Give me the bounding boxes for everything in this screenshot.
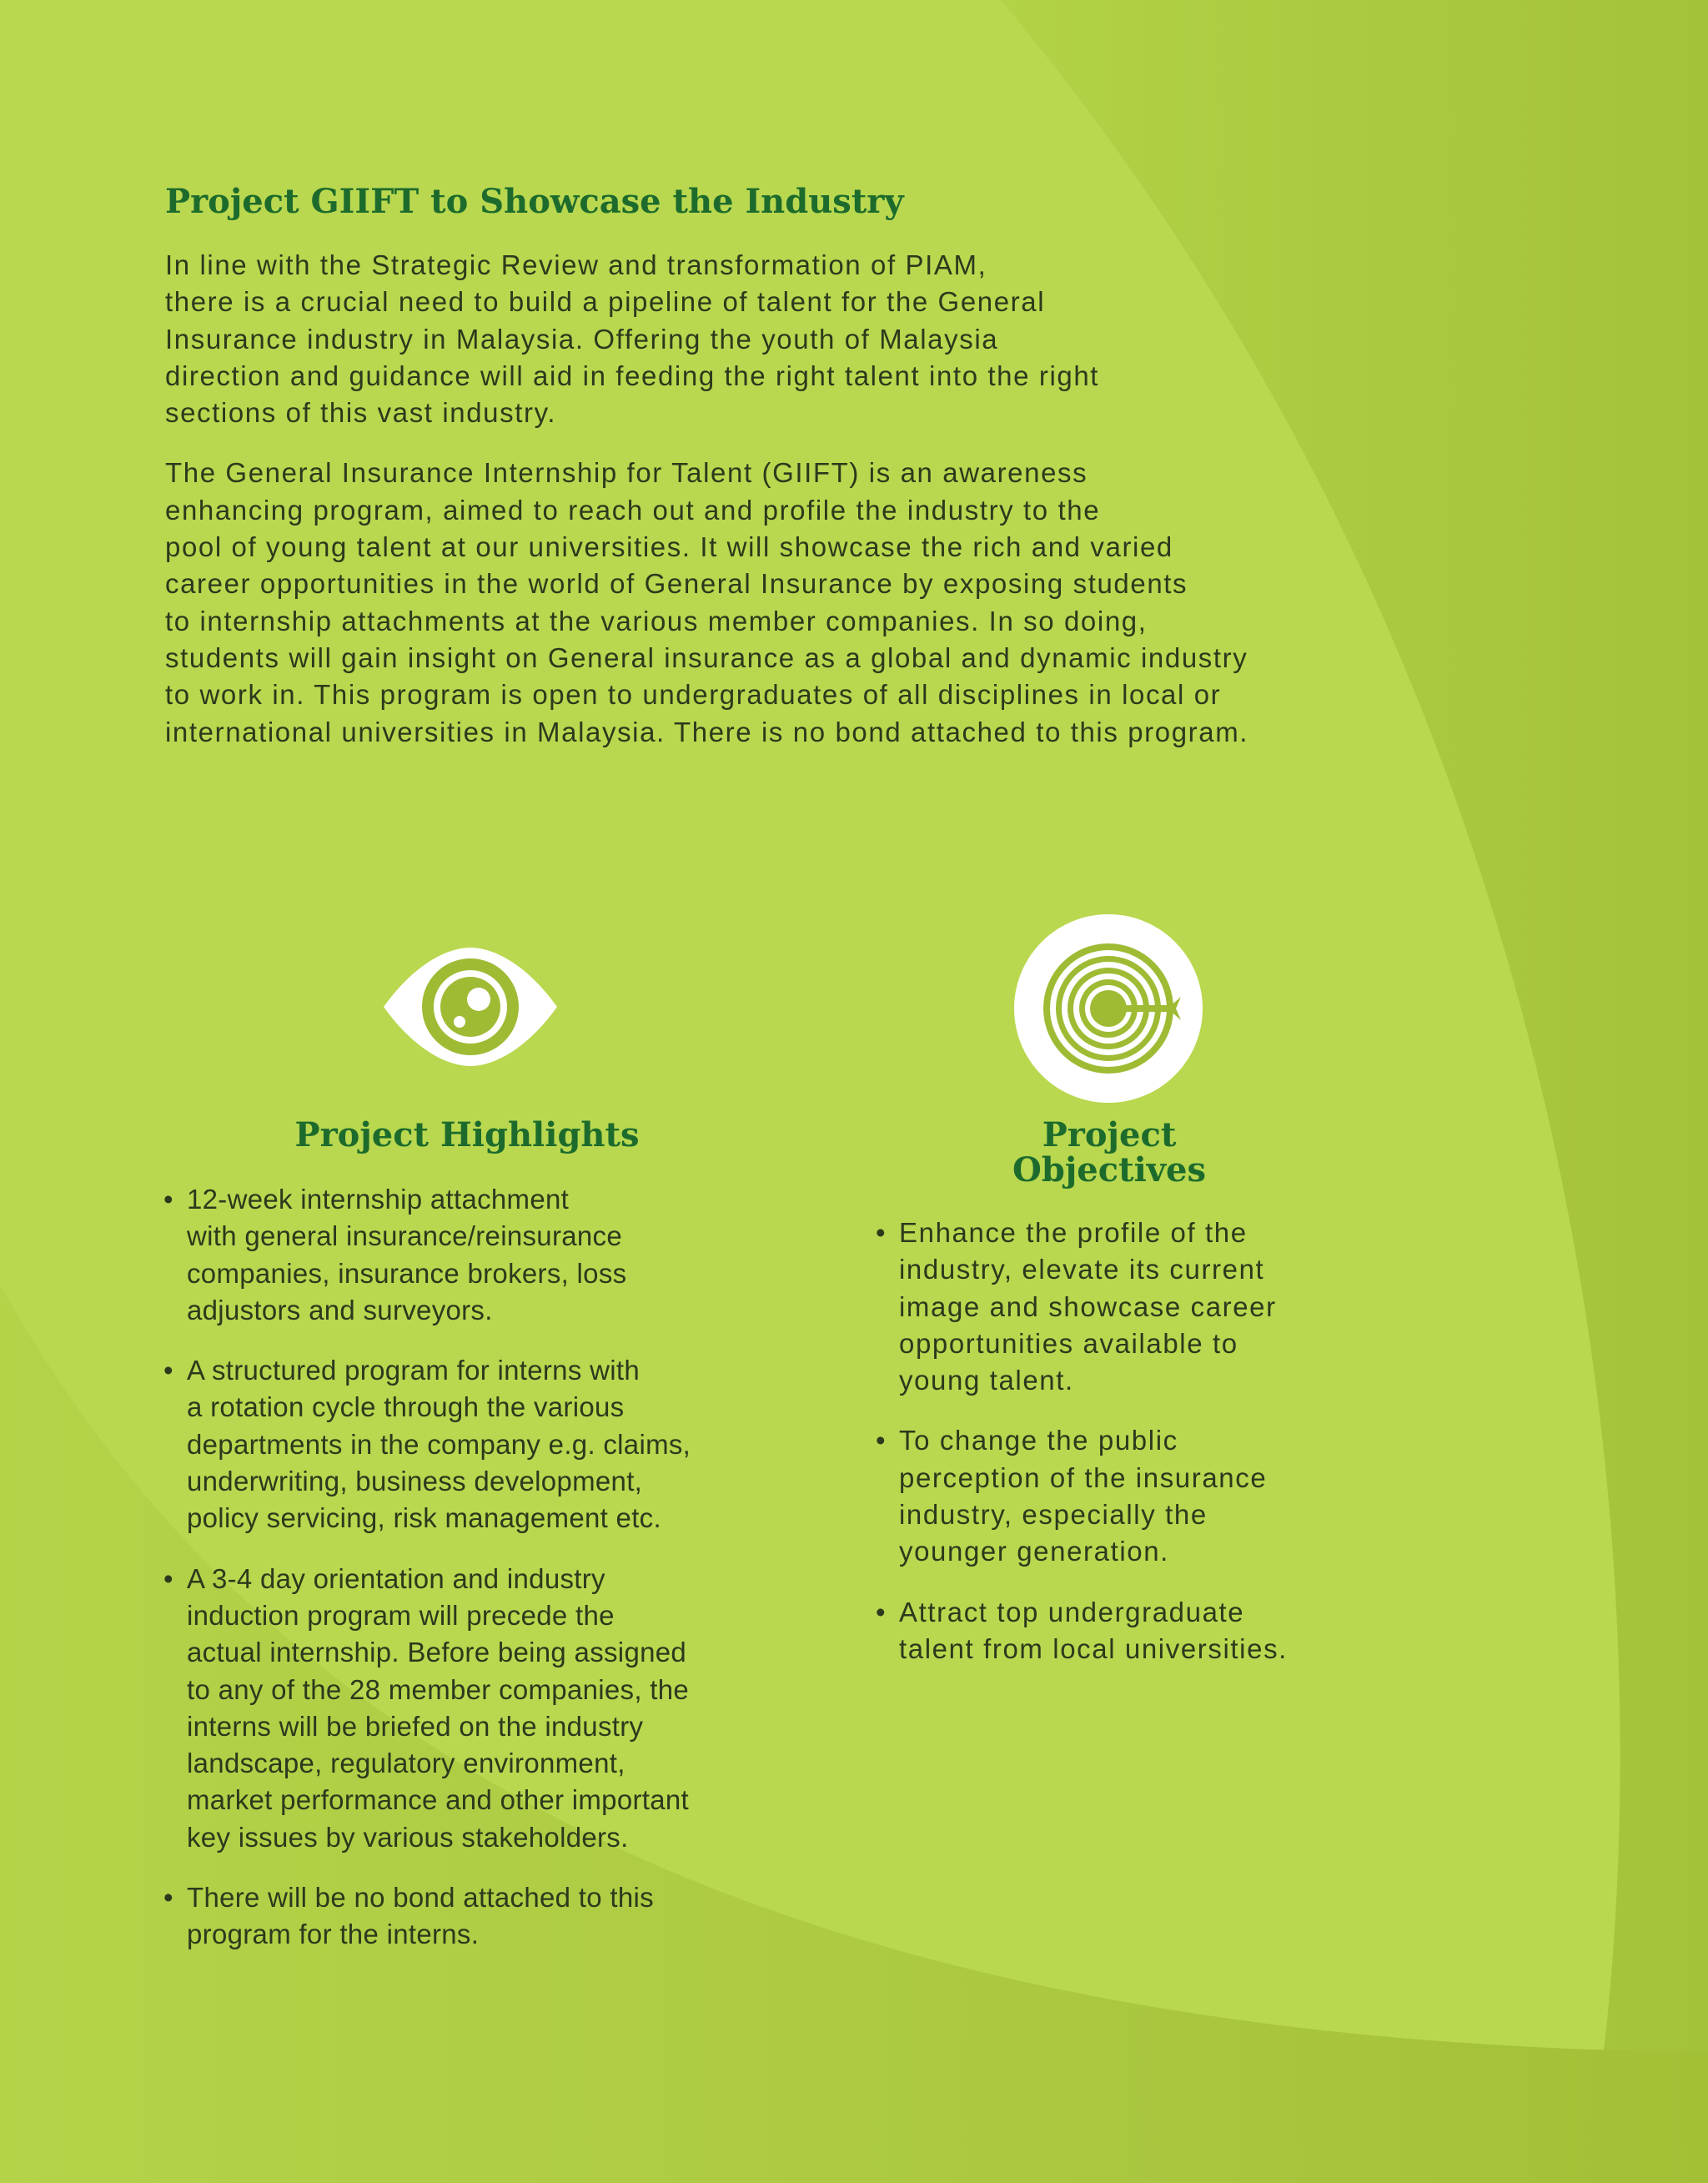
- list-item: • There will be no bond attached to this program for the interns.: [163, 1882, 654, 1950]
- list-item: • To change the public perception of the insurance industry, especially the younger generation.: [876, 1425, 1268, 1567]
- list-item: • A 3-4 day orientation and industry induction program will precede the actual internship. Before being assigned to any of the 28 member companies, the interns will be briefed on the industry landscape, regulatory environment, market performance and other important key issues by various stakeholders.: [163, 1562, 690, 1853]
- intro-paragraph-2: The General Insurance Internship for Talent (GIIFT) is an awareness enhancing program, aimed to reach out and profile the industry to the pool of young talent at our universities. It will showcase the rich and varied career opportunities in the world of General Insurance by exposing students to internship attachments at the various member companies. In so doing, students will gain insight on General insurance as a global and dynamic industry to work in. This program is open to undergraduates of all disciplines in local or international universities in Malaysia. There is no bond attached to this program.: [165, 457, 1249, 747]
- list-item: • 12-week internship attachment with general insurance/reinsurance companies, insurance brokers, loss adjustors and surveyors.: [163, 1184, 627, 1325]
- list-item: • Attract top undergraduate talent from local universities.: [876, 1596, 1288, 1664]
- list-item: • Enhance the profile of the industry, elevate its current image and showcase career opportunities available to young talent.: [876, 1217, 1277, 1396]
- objectives-title: Project Objectives: [1012, 1115, 1206, 1190]
- highlights-list: [163, 1181, 797, 1977]
- highlights-title: Project Highlights: [294, 1115, 640, 1154]
- intro-paragraph-1: In line with the Strategic Review and transformation of PIAM, there is a crucial need to build a pipeline of talent for the General Insurance industry in Malaysia. Offering the youth of Malaysia direction and guidance will aid in feeding the right talent into the right sections of this vast industry.: [165, 249, 1100, 429]
- objectives-list: [876, 1215, 1376, 1691]
- page-title: Project GIIFT to Showcase the Industry: [165, 182, 904, 221]
- eye-icon: [382, 944, 559, 1069]
- intro-text: [165, 247, 1391, 774]
- target-icon: [1012, 913, 1204, 1104]
- arrow-shaft: [1108, 1005, 1173, 1012]
- list-item: • A structured program for interns with a rotation cycle through the various departments in the company e.g. claims, underwriting, business development, policy servicing, risk management etc.: [163, 1355, 691, 1534]
